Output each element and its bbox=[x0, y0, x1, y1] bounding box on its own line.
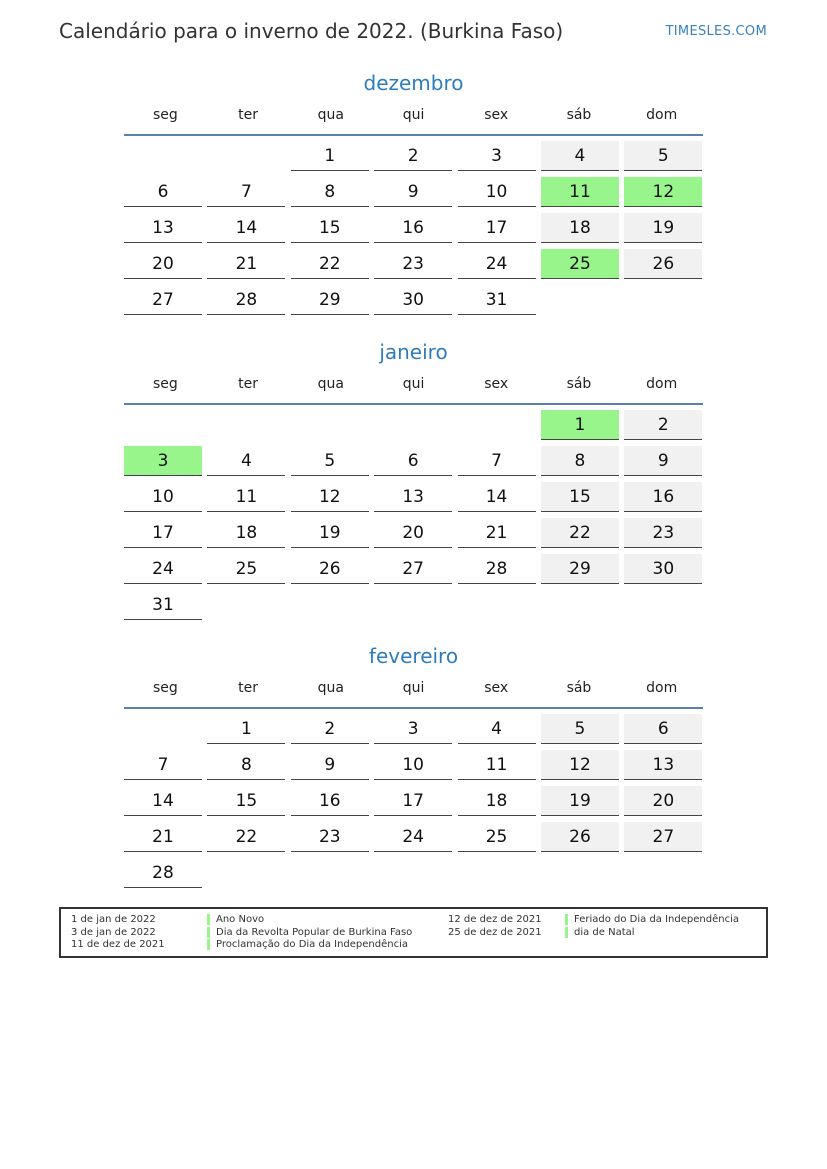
day-cell: 12 bbox=[624, 177, 702, 207]
day-cell: 8 bbox=[541, 446, 619, 476]
day-cell: 2 bbox=[374, 141, 452, 171]
empty-day-cell bbox=[124, 141, 202, 171]
legend-holiday-name: Proclamação do Dia da Independência bbox=[207, 939, 408, 950]
legend-date: 1 de jan de 2022 bbox=[71, 914, 156, 925]
day-cell: 6 bbox=[124, 177, 202, 207]
day-cell: 25 bbox=[207, 554, 285, 584]
weekday-label: sáb bbox=[566, 107, 592, 123]
day-cell: 18 bbox=[207, 518, 285, 548]
day-cell: 31 bbox=[124, 590, 202, 620]
empty-day-cell bbox=[374, 410, 452, 440]
day-cell: 3 bbox=[124, 446, 202, 476]
day-cell: 21 bbox=[124, 822, 202, 852]
empty-day-cell bbox=[124, 410, 202, 440]
weekday-label: dom bbox=[646, 376, 678, 392]
day-cell: 22 bbox=[291, 249, 369, 279]
weekday-header bbox=[124, 671, 703, 709]
weekday-header bbox=[124, 98, 703, 136]
day-cell: 25 bbox=[458, 822, 536, 852]
weekday-label: qui bbox=[402, 376, 425, 392]
day-cell: 23 bbox=[374, 249, 452, 279]
brand-link[interactable]: TIMESLES.COM bbox=[665, 24, 767, 39]
day-cell: 7 bbox=[207, 177, 285, 207]
day-cell: 5 bbox=[541, 714, 619, 744]
weekday-label: ter bbox=[238, 680, 258, 696]
day-cell: 23 bbox=[624, 518, 702, 548]
week-row bbox=[124, 285, 703, 321]
empty-day-cell bbox=[541, 285, 619, 315]
day-cell: 25 bbox=[541, 249, 619, 279]
day-cell: 9 bbox=[624, 446, 702, 476]
week-row bbox=[124, 213, 703, 249]
month-1 bbox=[124, 337, 703, 626]
day-cell: 12 bbox=[541, 750, 619, 780]
empty-day-cell bbox=[541, 858, 619, 888]
day-cell: 15 bbox=[541, 482, 619, 512]
weekday-label: seg bbox=[152, 107, 178, 123]
day-cell: 11 bbox=[207, 482, 285, 512]
day-cell: 5 bbox=[624, 141, 702, 171]
page-title: Calendário para o inverno de 2022. (Burkina Faso) bbox=[59, 19, 564, 43]
day-cell: 1 bbox=[207, 714, 285, 744]
day-cell: 16 bbox=[374, 213, 452, 243]
day-cell: 1 bbox=[541, 410, 619, 440]
day-cell: 14 bbox=[124, 786, 202, 816]
empty-day-cell bbox=[374, 858, 452, 888]
empty-day-cell bbox=[124, 714, 202, 744]
day-cell: 29 bbox=[541, 554, 619, 584]
month-0 bbox=[124, 68, 703, 321]
week-row bbox=[124, 714, 703, 750]
weekday-label: qua bbox=[317, 680, 344, 696]
empty-day-cell bbox=[207, 590, 285, 620]
empty-day-cell bbox=[207, 141, 285, 171]
week-row bbox=[124, 249, 703, 285]
empty-day-cell bbox=[624, 590, 702, 620]
week-row bbox=[124, 822, 703, 858]
holiday-legend bbox=[59, 907, 768, 958]
day-cell: 23 bbox=[291, 822, 369, 852]
day-cell: 20 bbox=[124, 249, 202, 279]
day-cell: 28 bbox=[207, 285, 285, 315]
day-cell: 3 bbox=[374, 714, 452, 744]
day-cell: 19 bbox=[291, 518, 369, 548]
day-cell: 13 bbox=[124, 213, 202, 243]
weekday-label: sáb bbox=[566, 680, 592, 696]
empty-day-cell bbox=[624, 858, 702, 888]
legend-holiday-name: Feriado do Dia da Independência bbox=[565, 914, 739, 925]
day-cell: 4 bbox=[541, 141, 619, 171]
day-cell: 17 bbox=[374, 786, 452, 816]
week-row bbox=[124, 858, 703, 894]
day-cell: 7 bbox=[458, 446, 536, 476]
weekday-label: seg bbox=[152, 680, 178, 696]
weekday-label: sex bbox=[484, 107, 509, 123]
legend-holiday-name: dia de Natal bbox=[565, 927, 635, 938]
weekday-label: ter bbox=[238, 376, 258, 392]
day-cell: 18 bbox=[458, 786, 536, 816]
weekday-label: sáb bbox=[566, 376, 592, 392]
legend-holiday-name: Dia da Revolta Popular de Burkina Faso bbox=[207, 927, 412, 938]
day-cell: 16 bbox=[624, 482, 702, 512]
day-cell: 15 bbox=[207, 786, 285, 816]
weekday-label: qua bbox=[317, 376, 344, 392]
empty-day-cell bbox=[541, 590, 619, 620]
day-cell: 13 bbox=[374, 482, 452, 512]
weekday-label: seg bbox=[152, 376, 178, 392]
week-row bbox=[124, 141, 703, 177]
day-cell: 26 bbox=[624, 249, 702, 279]
day-cell: 6 bbox=[624, 714, 702, 744]
legend-date: 25 de dez de 2021 bbox=[448, 927, 542, 938]
week-row bbox=[124, 590, 703, 626]
month-title: janeiro bbox=[379, 340, 448, 364]
weekday-label: sex bbox=[484, 376, 509, 392]
day-cell: 21 bbox=[458, 518, 536, 548]
day-cell: 24 bbox=[458, 249, 536, 279]
day-cell: 24 bbox=[124, 554, 202, 584]
weekday-label: dom bbox=[646, 680, 678, 696]
day-cell: 20 bbox=[624, 786, 702, 816]
day-cell: 22 bbox=[207, 822, 285, 852]
day-cell: 4 bbox=[207, 446, 285, 476]
day-cell: 30 bbox=[374, 285, 452, 315]
empty-day-cell bbox=[458, 410, 536, 440]
day-cell: 9 bbox=[291, 750, 369, 780]
empty-day-cell bbox=[207, 858, 285, 888]
day-cell: 27 bbox=[374, 554, 452, 584]
day-cell: 7 bbox=[124, 750, 202, 780]
day-cell: 20 bbox=[374, 518, 452, 548]
weekday-label: ter bbox=[238, 107, 258, 123]
week-row bbox=[124, 446, 703, 482]
day-cell: 31 bbox=[458, 285, 536, 315]
day-cell: 26 bbox=[541, 822, 619, 852]
day-cell: 28 bbox=[458, 554, 536, 584]
day-cell: 22 bbox=[541, 518, 619, 548]
legend-holiday-name: Ano Novo bbox=[207, 914, 264, 925]
empty-day-cell bbox=[291, 858, 369, 888]
day-cell: 26 bbox=[291, 554, 369, 584]
day-cell: 29 bbox=[291, 285, 369, 315]
empty-day-cell bbox=[291, 590, 369, 620]
day-cell: 24 bbox=[374, 822, 452, 852]
month-title: fevereiro bbox=[368, 644, 459, 668]
day-cell: 2 bbox=[291, 714, 369, 744]
day-cell: 10 bbox=[374, 750, 452, 780]
week-row bbox=[124, 786, 703, 822]
week-row bbox=[124, 518, 703, 554]
weekday-label: qua bbox=[317, 107, 344, 123]
empty-day-cell bbox=[458, 590, 536, 620]
day-cell: 8 bbox=[207, 750, 285, 780]
day-cell: 3 bbox=[458, 141, 536, 171]
empty-day-cell bbox=[207, 410, 285, 440]
day-cell: 12 bbox=[291, 482, 369, 512]
day-cell: 18 bbox=[541, 213, 619, 243]
day-cell: 13 bbox=[624, 750, 702, 780]
day-cell: 16 bbox=[291, 786, 369, 816]
week-row bbox=[124, 750, 703, 786]
week-row bbox=[124, 554, 703, 590]
day-cell: 19 bbox=[624, 213, 702, 243]
empty-day-cell bbox=[291, 410, 369, 440]
day-cell: 14 bbox=[207, 213, 285, 243]
day-cell: 2 bbox=[624, 410, 702, 440]
weekday-label: sex bbox=[484, 680, 509, 696]
day-cell: 17 bbox=[124, 518, 202, 548]
day-cell: 10 bbox=[124, 482, 202, 512]
week-row bbox=[124, 410, 703, 446]
day-cell: 4 bbox=[458, 714, 536, 744]
day-cell: 15 bbox=[291, 213, 369, 243]
weekday-label: qui bbox=[402, 680, 425, 696]
day-cell: 30 bbox=[624, 554, 702, 584]
day-cell: 17 bbox=[458, 213, 536, 243]
month-2 bbox=[124, 641, 703, 894]
empty-day-cell bbox=[374, 590, 452, 620]
day-cell: 10 bbox=[458, 177, 536, 207]
legend-date: 11 de dez de 2021 bbox=[71, 939, 165, 950]
day-cell: 6 bbox=[374, 446, 452, 476]
day-cell: 9 bbox=[374, 177, 452, 207]
day-cell: 11 bbox=[541, 177, 619, 207]
day-cell: 5 bbox=[291, 446, 369, 476]
day-cell: 14 bbox=[458, 482, 536, 512]
legend-date: 3 de jan de 2022 bbox=[71, 927, 156, 938]
week-row bbox=[124, 177, 703, 213]
week-row bbox=[124, 482, 703, 518]
weekday-header bbox=[124, 367, 703, 405]
day-cell: 27 bbox=[124, 285, 202, 315]
day-cell: 8 bbox=[291, 177, 369, 207]
day-cell: 21 bbox=[207, 249, 285, 279]
day-cell: 1 bbox=[291, 141, 369, 171]
weekday-label: qui bbox=[402, 107, 425, 123]
day-cell: 28 bbox=[124, 858, 202, 888]
weekday-label: dom bbox=[646, 107, 678, 123]
month-title: dezembro bbox=[363, 71, 464, 95]
empty-day-cell bbox=[624, 285, 702, 315]
day-cell: 19 bbox=[541, 786, 619, 816]
day-cell: 27 bbox=[624, 822, 702, 852]
legend-date: 12 de dez de 2021 bbox=[448, 914, 542, 925]
empty-day-cell bbox=[458, 858, 536, 888]
day-cell: 11 bbox=[458, 750, 536, 780]
